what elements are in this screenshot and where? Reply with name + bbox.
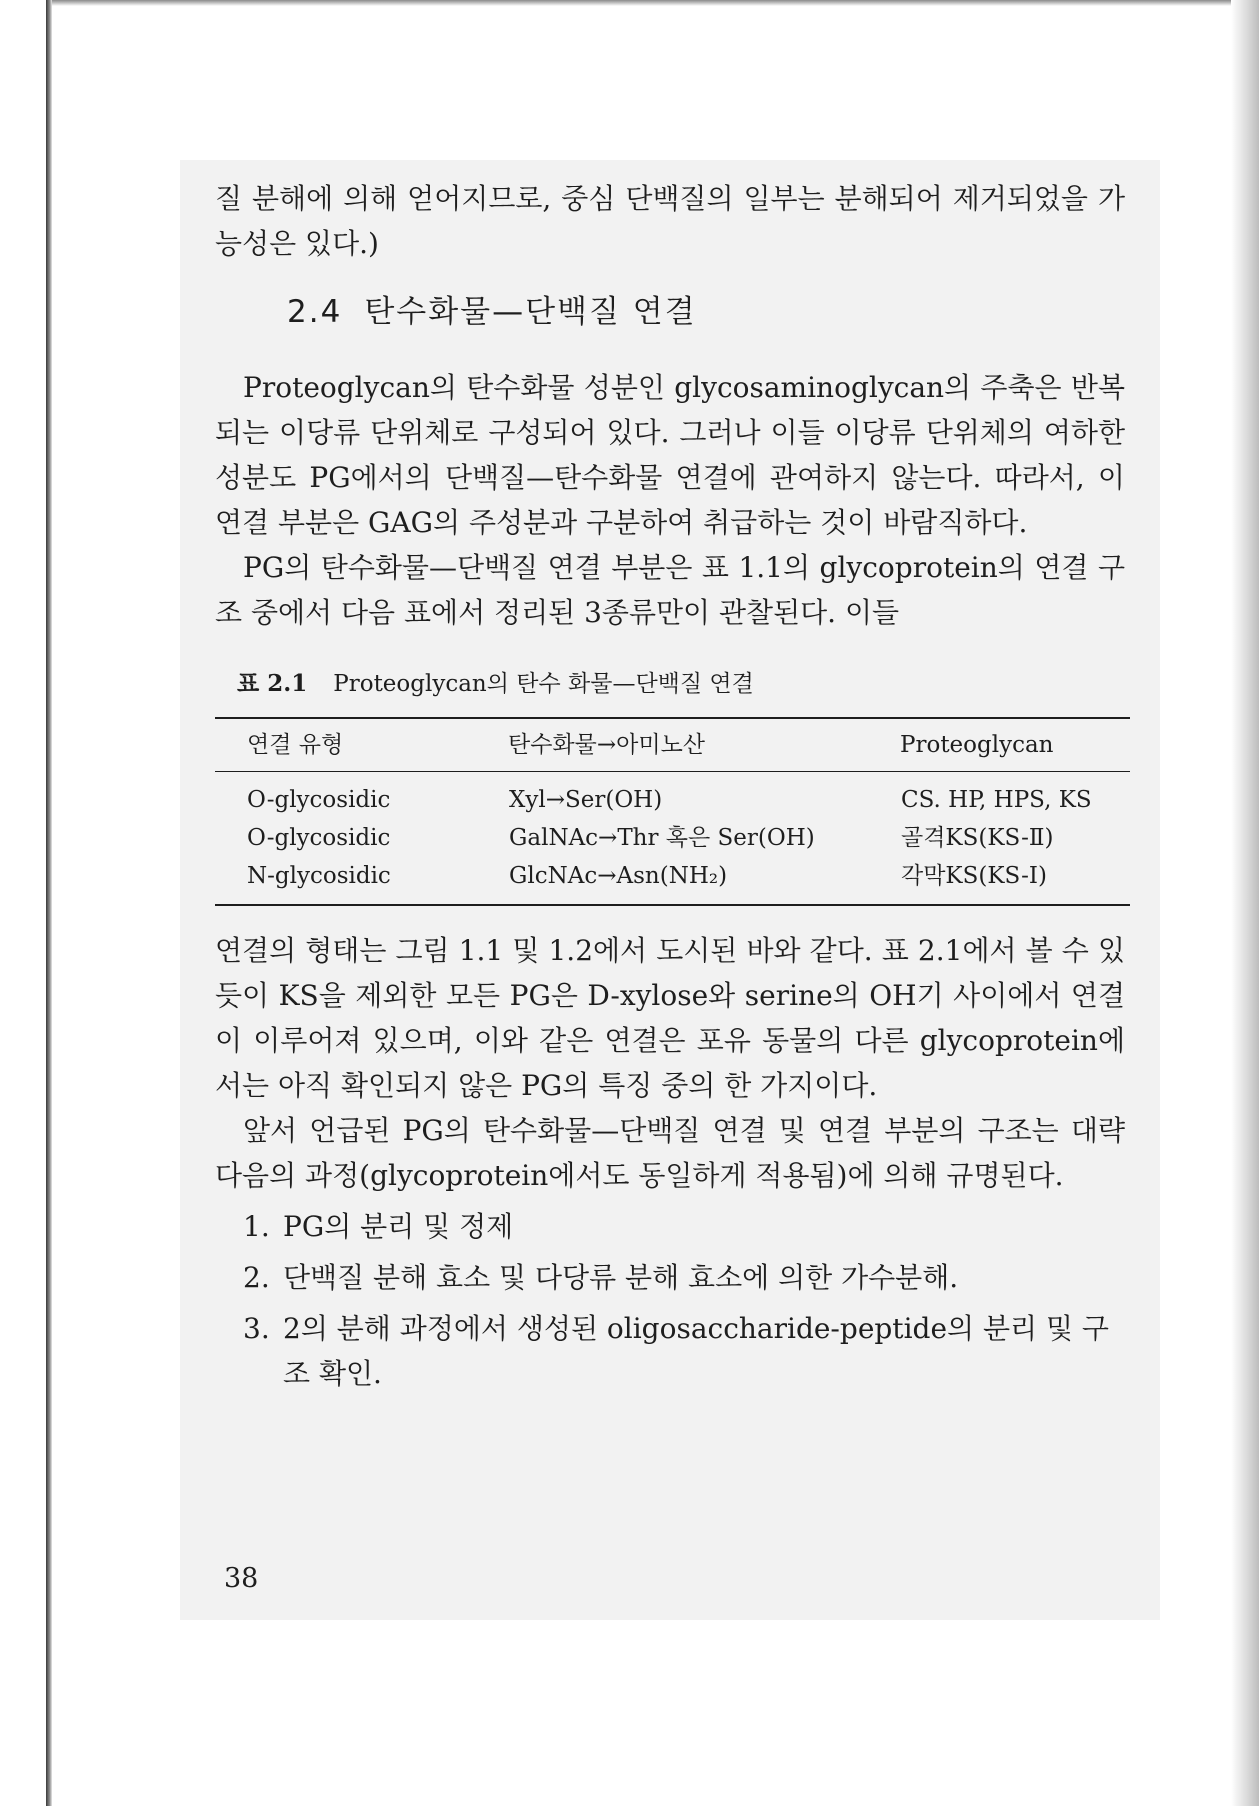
table-caption-number: 표 2.1	[237, 670, 308, 697]
paragraph: 연결의 형태는 그림 1.1 및 1.2에서 도시된 바와 같다. 표 2.1에서 볼 수 있듯이 KS을 제외한 모든 PG은 D-xylose와 serine의 OH기 사이에서 연결이 이루어져 있으며, 이와 같은 연결은 포유 동물의 다른 glycoprotein에서는 아직 확인되지 않은 PG의 특징 중의 한 가지이다.	[215, 934, 1125, 1102]
page-edge-left	[46, 0, 52, 1806]
table-header-row	[215, 718, 1130, 772]
table-cell: O-glycosidic	[247, 787, 391, 813]
paragraph: Proteoglycan의 탄수화물 성분인 glycosaminoglycan의 주축은 반복되는 이당류 단위체로 구성되어 있다. 그러나 이들 이당류 단위체의 여하한 성분도 PG에서의 단백질—탄수화물 연결에 관여하지 않는다. 따라서, 이 연결 부분은 GAG의 주성분과 구분하여 취급하는 것이 바람직하다.	[215, 371, 1125, 539]
table-caption	[237, 661, 1125, 707]
paragraph: 앞서 언급된 PG의 탄수화물—단백질 연결 및 연결 부분의 구조는 대략 다음의 과정(glycoprotein에서도 동일하게 적용됨)에 의해 규명된다.	[215, 1114, 1125, 1192]
table-row	[215, 857, 1130, 905]
table-row	[215, 819, 1130, 857]
table-cell: N-glycosidic	[247, 863, 391, 889]
table-row	[215, 772, 1130, 820]
page-number: 38	[224, 1563, 259, 1594]
paragraph: PG의 탄수화물—단백질 연결 부분은 표 1.1의 glycoprotein의 연결 구조 중에서 다음 표에서 정리된 3종류만이 관찰된다. 이들	[215, 551, 1125, 629]
step-number: 3.	[243, 1312, 270, 1345]
table-cell: GalNAc→Thr 혹은 Ser(OH)	[509, 825, 815, 851]
table-cell: 골격KS(KS-Ⅱ)	[901, 825, 1054, 851]
page-content	[215, 176, 1125, 1402]
procedure-steps	[215, 1204, 1125, 1396]
linkage-table	[215, 717, 1130, 906]
step-number: 2.	[243, 1261, 270, 1294]
table-cell: O-glycosidic	[247, 825, 391, 851]
section-title: 탄수화물—단백질 연결	[364, 294, 697, 330]
step-text: 단백질 분해 효소 및 다당류 분해 효소에 의한 가수분해.	[283, 1261, 959, 1294]
table-cell: GlcNAc→Asn(NH₂)	[509, 863, 728, 889]
page-edge-right	[1231, 0, 1259, 1806]
table-cell: 각막KS(KS-Ⅰ)	[901, 863, 1047, 889]
list-item	[243, 1255, 1125, 1300]
table-header: 연결 유형	[215, 718, 508, 772]
page-edge-top	[50, 0, 1231, 6]
section-heading	[287, 290, 1125, 335]
step-text: 2의 분해 과정에서 생성된 oligosaccharide-peptide의 분리 및 구조 확인.	[283, 1312, 1109, 1390]
section-number: 2.4	[287, 294, 343, 330]
continued-paragraph: 질 분해에 의해 얻어지므로, 중심 단백질의 일부는 분해되어 제거되었을 가능성은 있다.)	[215, 182, 1125, 260]
table-header: Proteoglycan	[900, 718, 1130, 772]
list-item	[243, 1306, 1125, 1396]
table-cell: CS. HP, HPS, KS	[901, 787, 1092, 813]
table-header: 탄수화물→아미노산	[508, 718, 900, 772]
step-text: PG의 분리 및 정제	[283, 1210, 514, 1243]
table-cell: Xyl→Ser(OH)	[509, 787, 663, 813]
step-number: 1.	[243, 1210, 270, 1243]
list-item	[243, 1204, 1125, 1249]
table-caption-title: Proteoglycan의 탄수 화물—단백질 연결	[333, 671, 754, 697]
